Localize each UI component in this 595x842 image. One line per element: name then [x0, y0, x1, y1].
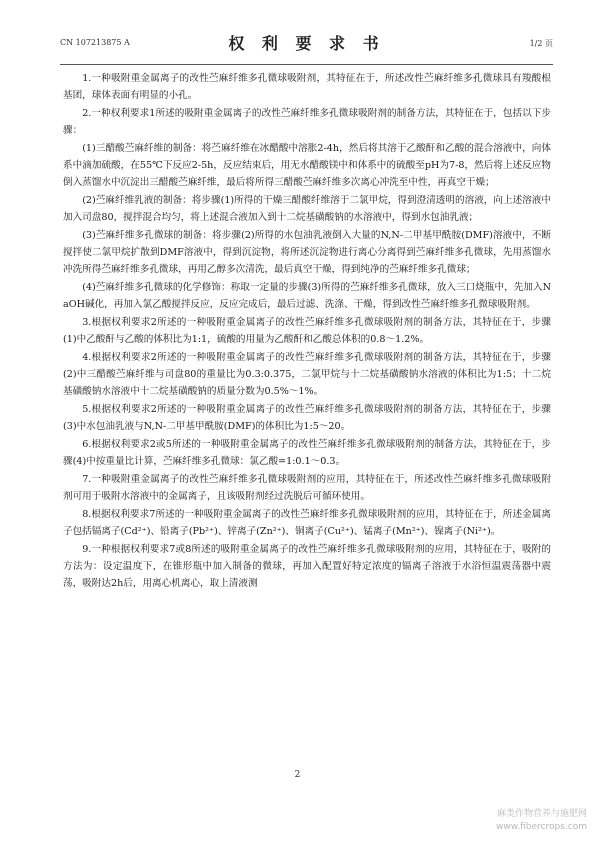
document-header [60, 28, 553, 65]
claim-paragraph: 9.一种根据权利要求7或8所述的吸附重金属离子的改性苎麻纤维多孔微球吸附剂的应用，其特征在于，吸附的方法为：设定温度下，在锥形瓶中加入制备的微球，再加入配置好特定浓度的镉离子溶液于水浴恒温震荡器中震荡，吸附达2h后，用离心机离心，取上清液测 [63, 544, 551, 589]
claim-paragraph: 6.根据权利要求2或5所述的一种吸附重金属离子的改性苎麻纤维多孔微球吸附剂的制备方法，其特征在于，步骤(4)中按重量比计算，苎麻纤维多孔微球：氯乙酸=1:0.1～0.3。 [63, 439, 551, 467]
claim-paragraph: (4)苎麻纤维多孔微球的化学修饰：称取一定量的步骤(3)所得的苎麻纤维多孔微球，放入三口烧瓶中，先加入NaOH碱化，再加入氯乙酸搅拌反应，反应完成后，最后过滤、洗涤、干燥，得到改性苎麻纤维多孔微球吸附剂。 [63, 282, 551, 310]
patent-number: CN 107213875 A [60, 38, 130, 47]
claim-paragraph: 5.根据权利要求2所述的一种吸附重金属离子的改性苎麻纤维多孔微球吸附剂的制备方法，其特征在于，步骤(3)中水包油乳液与N,N-二甲基甲酰胺(DMF)的体积比为1:5～20。 [63, 404, 551, 432]
watermark-site-name: 麻类作物营养与施肥网 [496, 809, 587, 819]
claim-paragraph: (1)三醋酸苎麻纤维的制备：将苎麻纤维在冰醋酸中溶胀2-4h，然后将其溶于乙酸酐和乙酸的混合溶液中，向体系中滴加硫酸，在55℃下反应2-5h，反应结束后，用无水醋酸镁中和体系中的硫酸至pH为7-8，然后将上述反应物倒入蒸馏水中沉淀出三醋酸苎麻纤维，最后将所得三醋酸苎麻纤维多次离心冲洗至中性，再真空干燥； [63, 143, 551, 188]
claim-paragraph: (3)苎麻纤维多孔微球的制备：将步骤(2)所得的水包油乳液倒入大量的N,N-二甲基甲酰胺(DMF)溶液中，不断搅拌使二氯甲烷扩散到DMF溶液中，得到沉淀物，将所述沉淀物进行离心分离得到苎麻纤维多孔微球，先用蒸馏水冲洗所得苎麻纤维多孔微球，再用乙醇多次清洗，最后真空干燥，得到纯净的苎麻纤维多孔微球； [63, 230, 551, 275]
claim-paragraph: 8.根据权利要求7所述的一种吸附重金属离子的改性苎麻纤维多孔微球吸附剂的应用，其特征在于，所述金属离子包括镉离子(Cd²⁺)、铅离子(Pb²⁺)、锌离子(Zn²⁺)、铜离子(Cu²⁺)、锰离子(Mn²⁺)、镍离子(Ni²⁺)。 [63, 509, 551, 537]
page-number: 2 [294, 770, 301, 780]
claim-paragraph: 4.根据权利要求2所述的一种吸附重金属离子的改性苎麻纤维多孔微球吸附剂的制备方法，其特征在于，步骤(2)中三醋酸苎麻纤维与司盘80的重量比为0.3:0.375，二氯甲烷与十二烷基磺酸钠水溶液的体积比为1:5；十二烷基磺酸钠水溶液中十二烷基磺酸钠的质量分数为0.5%～1%。 [63, 352, 551, 397]
header-page-indicator: 1/2 页 [529, 39, 553, 48]
claim-paragraph: 1.一种吸附重金属离子的改性苎麻纤维多孔微球吸附剂，其特征在于，所述改性苎麻纤维多孔微球具有羧酸根基团，球体表面有明显的小孔。 [63, 73, 551, 101]
site-watermark [496, 808, 587, 834]
claim-paragraph: (2)苎麻纤维乳液的制备：将步骤(1)所得的干燥三醋酸纤维溶于二氯甲烷，得到澄清透明的溶液，向上述溶液中加入司盘80，搅拌混合均匀，将上述混合液加入到十二烷基磺酸钠的水溶液中，得到水包油乳液； [63, 195, 551, 223]
watermark-site-url: www.fibercrops.com [496, 822, 587, 832]
claim-paragraph: 2.一种权利要求1所述的吸附重金属离子的改性苎麻纤维多孔微球吸附剂的制备方法，其特征在于，包括以下步骤： [63, 108, 551, 136]
claims-body [63, 70, 551, 592]
claim-paragraph: 7.一种吸附重金属离子的改性苎麻纤维多孔微球吸附剂的应用，其特征在于，所述改性苎麻纤维多孔微球吸附剂可用于吸附水溶液中的金属离子，且该吸附剂经过洗脱后可循环使用。 [63, 474, 551, 502]
claim-paragraph: 3.根据权利要求2所述的一种吸附重金属离子的改性苎麻纤维多孔微球吸附剂的制备方法，其特征在于，步骤(1)中乙酸酐与乙酸的体积比为1:1，硫酸的用量为乙酸酐和乙酸总体积的0.8～1.2%。 [63, 317, 551, 345]
document-title: 权 利 要 求 书 [228, 34, 385, 53]
